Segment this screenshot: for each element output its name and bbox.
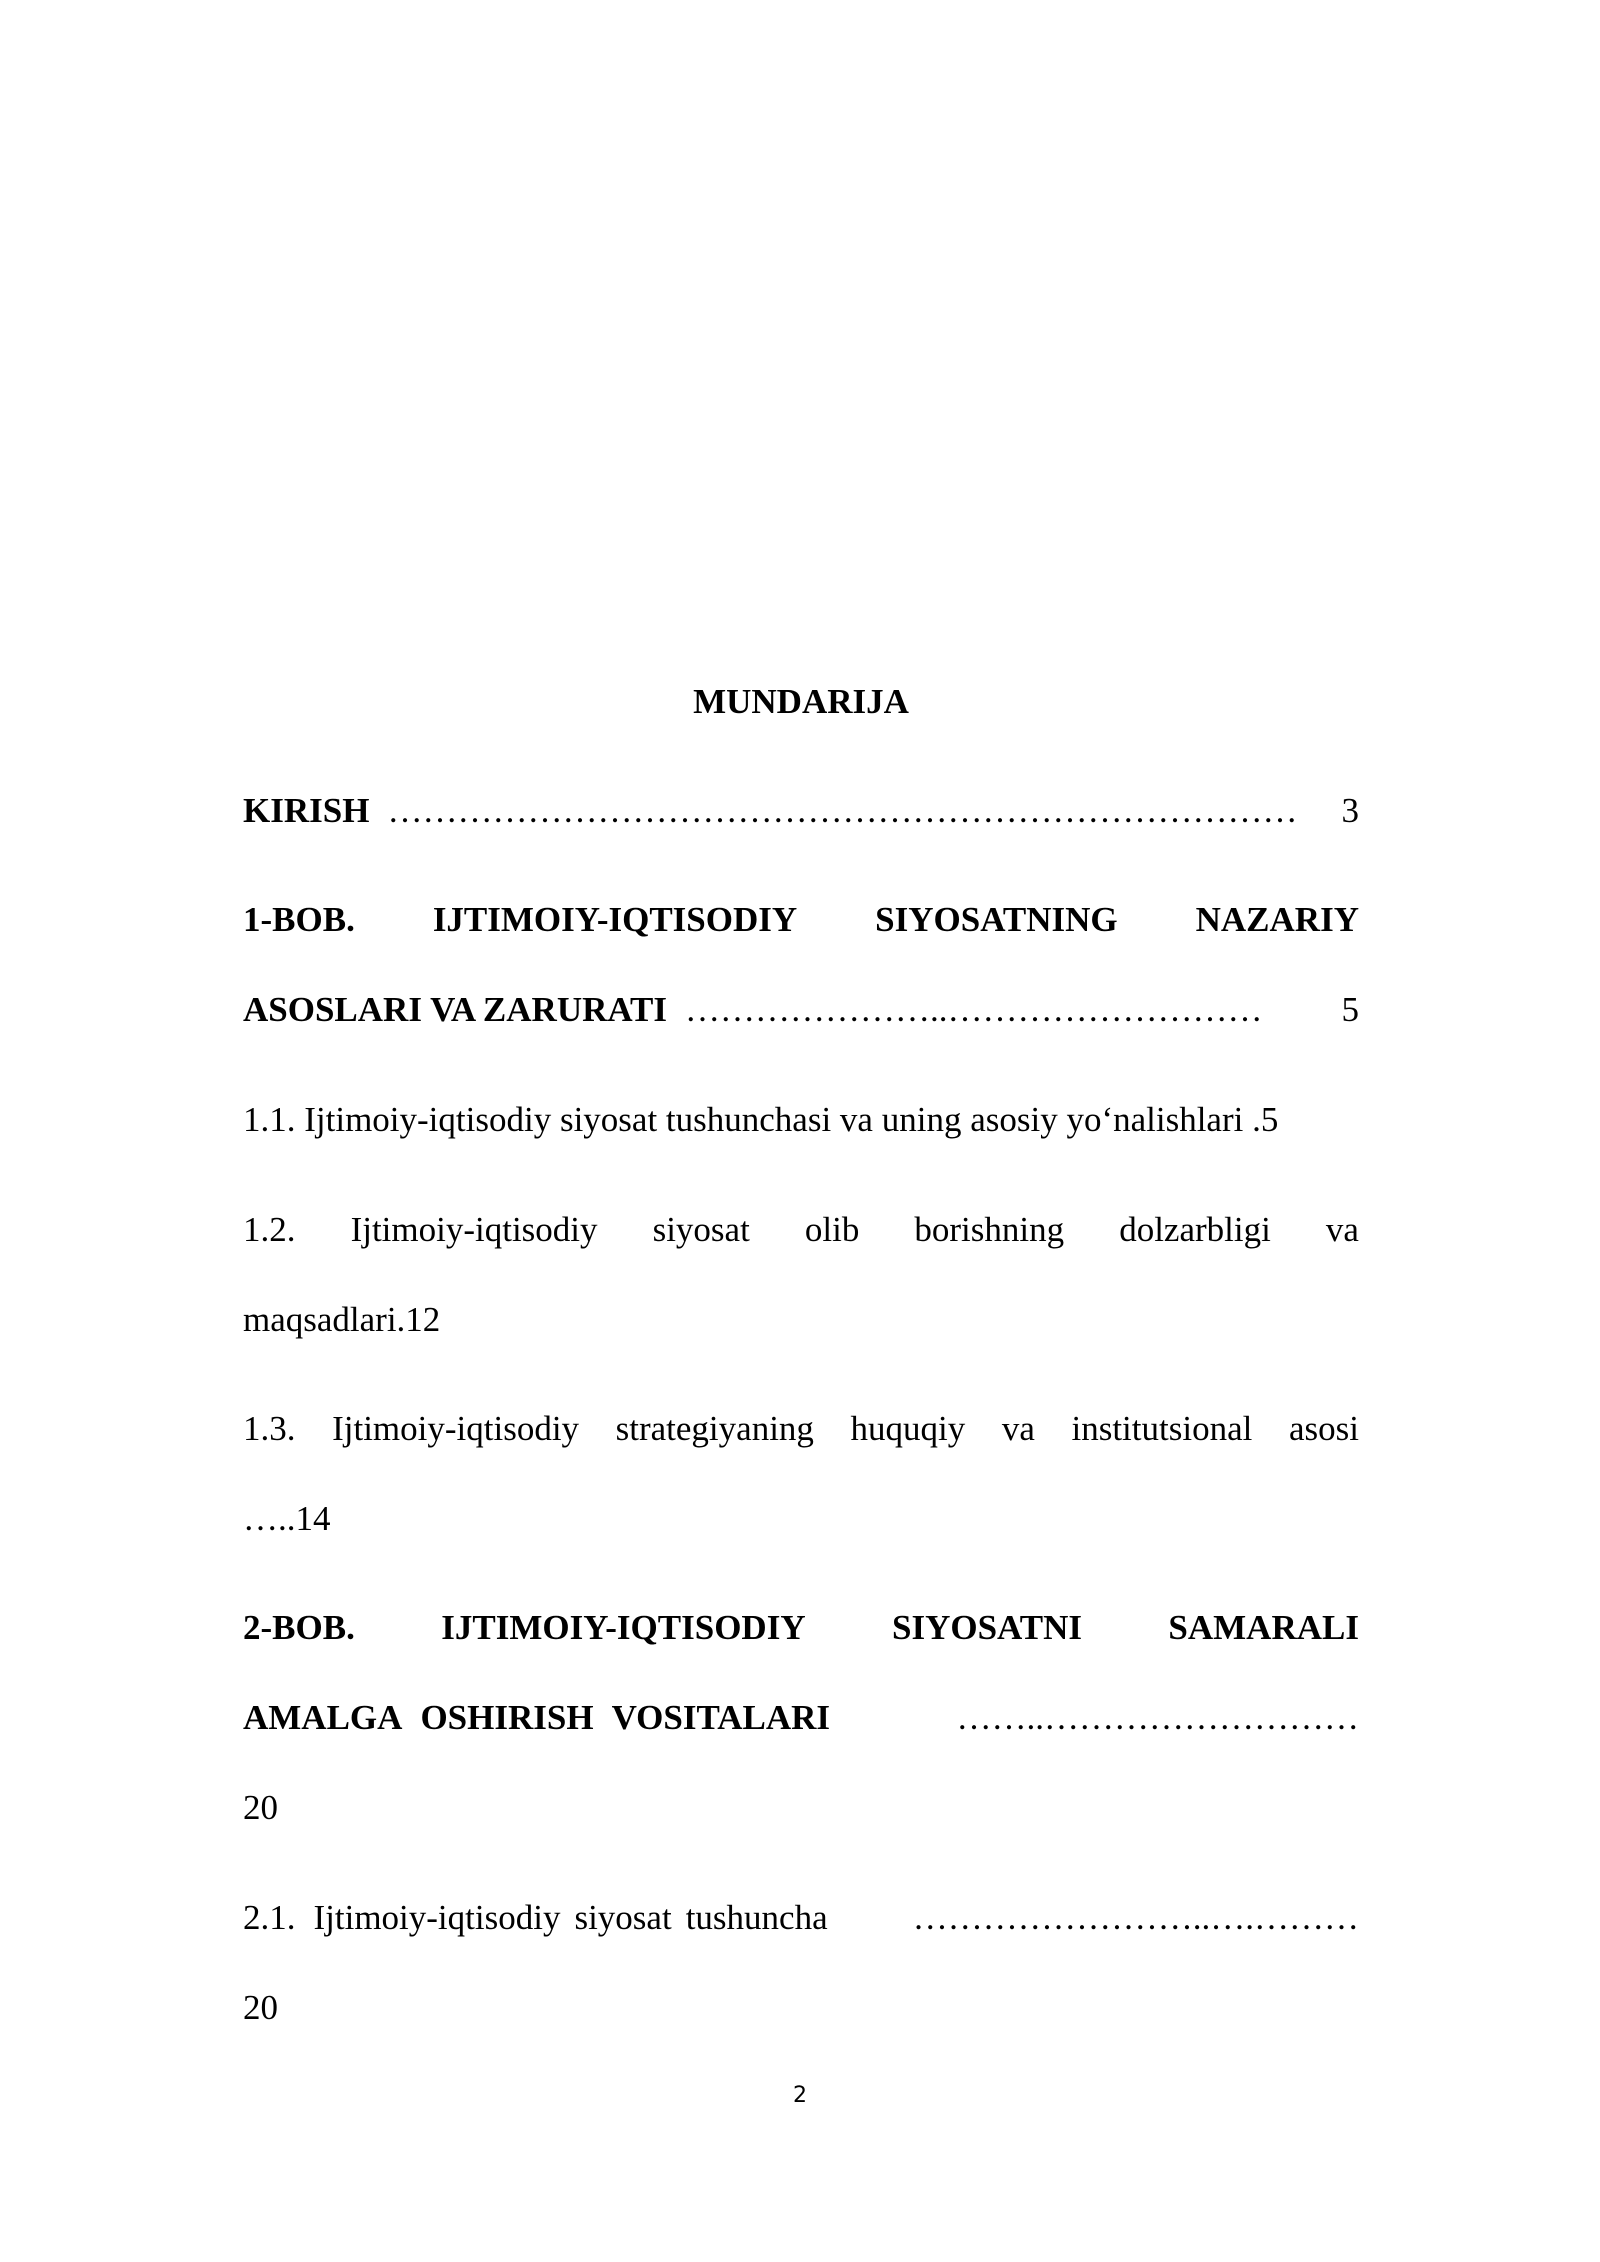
toc-word: va xyxy=(1325,1210,1359,1249)
toc-entry-kirish xyxy=(243,789,1359,833)
toc-entry-section-2-1-line1 xyxy=(243,1896,1359,1940)
toc-word: NAZARIY xyxy=(1195,900,1359,939)
toc-word: VOSITALARI xyxy=(611,1698,830,1737)
toc-word: 2-BOB. xyxy=(243,1608,355,1647)
toc-page-number: 20 xyxy=(243,1788,278,1827)
toc-word: siyosat xyxy=(574,1898,672,1937)
toc-word: 1.3. xyxy=(243,1409,296,1448)
toc-entry-section-1-1: 1.1. Ijtimoiy-iqtisodiy siyosat tushunchasi va uning asosiy yo‘nalishlari .5 xyxy=(243,1100,1279,1139)
toc-word: strategiyaning xyxy=(615,1409,814,1448)
toc-page-number: 20 xyxy=(243,1988,278,2027)
toc-entry-section-1-2-line2: maqsadlari.12 xyxy=(243,1300,441,1339)
toc-entry-chapter1-line2 xyxy=(243,988,1359,1032)
toc-leader: ……………………..….……… xyxy=(912,1898,1359,1937)
toc-word: IJTIMOIY-IQTISODIY xyxy=(441,1608,806,1647)
toc-word: dolzarbligi xyxy=(1119,1210,1271,1249)
toc-word: SIYOSATNI xyxy=(892,1608,1082,1647)
toc-entry-label: ASOSLARI VA ZARURATI xyxy=(243,990,668,1029)
toc-entry-chapter2-line1 xyxy=(243,1606,1359,1650)
toc-word: siyosat xyxy=(652,1210,750,1249)
toc-leader: …………………..……………………… xyxy=(685,990,1263,1029)
toc-word: 1-BOB. xyxy=(243,900,355,939)
toc-word: SAMARALI xyxy=(1168,1608,1359,1647)
toc-leader: ……..……………………… xyxy=(956,1698,1359,1737)
toc-page-number: 3 xyxy=(1341,791,1359,830)
toc-entry-section-1-3-line2: …..14 xyxy=(243,1499,331,1538)
toc-word: tushuncha xyxy=(685,1898,828,1937)
toc-word: 2.1. xyxy=(243,1898,296,1937)
toc-word: AMALGA xyxy=(243,1698,403,1737)
toc-title: MUNDARIJA xyxy=(693,682,909,721)
toc-entry-chapter1-line1 xyxy=(243,898,1359,942)
toc-word: va xyxy=(1001,1409,1035,1448)
toc-word: borishning xyxy=(914,1210,1065,1249)
toc-word: Ijtimoiy-iqtisodiy xyxy=(350,1210,598,1249)
toc-word: huquqiy xyxy=(850,1409,966,1448)
toc-word: IJTIMOIY-IQTISODIY xyxy=(432,900,798,939)
toc-entry-section-1-2-line1 xyxy=(243,1208,1359,1252)
toc-entry-label: KIRISH xyxy=(243,791,370,830)
toc-word: Ijtimoiy-iqtisodiy xyxy=(313,1898,561,1937)
toc-word: olib xyxy=(804,1210,860,1249)
toc-entry-section-1-3-line1 xyxy=(243,1407,1359,1451)
page-number: 2 xyxy=(793,2083,807,2108)
toc-word: Ijtimoiy-iqtisodiy xyxy=(332,1409,580,1448)
toc-word: asosi xyxy=(1288,1409,1359,1448)
toc-entry-chapter2-line2 xyxy=(243,1696,1359,1740)
toc-leader: …………………………………………………………………… xyxy=(387,791,1298,830)
toc-page-number: 5 xyxy=(1341,990,1359,1029)
toc-word: institutsional xyxy=(1071,1409,1253,1448)
toc-word: SIYOSATNING xyxy=(875,900,1118,939)
toc-word: OSHIRISH xyxy=(420,1698,594,1737)
toc-word: 1.2. xyxy=(243,1210,296,1249)
